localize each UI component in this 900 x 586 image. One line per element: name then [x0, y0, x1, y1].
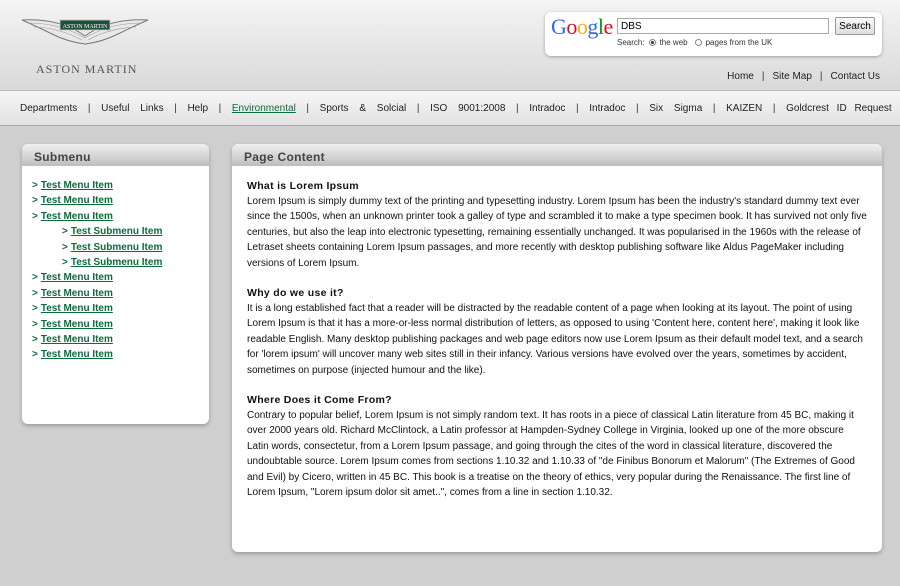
- nav-item-environmental[interactable]: Environmental: [231, 102, 296, 114]
- arrow-icon: >: [32, 318, 38, 330]
- arrow-icon: >: [32, 210, 38, 222]
- separator: |: [87, 102, 91, 114]
- search-options: [617, 38, 772, 47]
- menu-item-link[interactable]: Test Menu Item: [40, 303, 113, 315]
- separator: |: [761, 71, 765, 82]
- menu-item-link[interactable]: Test Menu Item: [40, 318, 113, 330]
- list-item: [32, 193, 209, 208]
- submenu-panel: [22, 144, 209, 424]
- list-item: [32, 332, 209, 347]
- top-link-home[interactable]: Home: [727, 71, 754, 82]
- menu-item-link[interactable]: Test Menu Item: [40, 195, 113, 207]
- separator: |: [416, 102, 420, 114]
- menu-item-link[interactable]: Test Menu Item: [40, 349, 113, 361]
- arrow-icon: >: [62, 256, 68, 268]
- list-item: [32, 270, 209, 285]
- arrow-icon: >: [32, 349, 38, 361]
- separator: |: [772, 102, 776, 114]
- list-item: [32, 286, 209, 301]
- nav-item-goldcrest-id-request[interactable]: Goldcrest ID Request: [786, 102, 892, 114]
- top-links: [727, 71, 880, 82]
- submenu-item-link[interactable]: Test Submenu Item: [70, 241, 163, 253]
- arrow-icon: >: [32, 287, 38, 299]
- menu-item-link[interactable]: Test Menu Item: [40, 287, 113, 299]
- list-item: [32, 240, 209, 255]
- submenu-item-link[interactable]: Test Submenu Item: [70, 226, 163, 238]
- list-item: [32, 255, 209, 270]
- section-text: It is a long established fact that a reader will be distracted by the readable content of a page when looking at its layout. The point of using Lorem Ipsum is that it has a more-or-less normal distribution of letters, as opposed to using 'Content here, content here', making it look like readable English. Many desktop publishing packages and web page editors now use Lorem Ipsum as their default model text, and a search for 'lorem ipsum' will uncover many web sites still in their infancy. Various versions have evolved over the years, sometimes by accident, sometimes on purpose (injected humour and the like).: [247, 303, 863, 376]
- menu-item-link[interactable]: Test Menu Item: [40, 272, 113, 284]
- list-item: [32, 209, 209, 224]
- list-item: [32, 301, 209, 316]
- arrow-icon: >: [32, 195, 38, 207]
- separator: |: [306, 102, 310, 114]
- nav-item-departments[interactable]: Departments: [20, 102, 78, 114]
- separator: |: [218, 102, 222, 114]
- page-content-body: [232, 166, 882, 501]
- nav-item-kaizen[interactable]: KAIZEN: [726, 102, 763, 114]
- page-content-panel: [232, 144, 882, 552]
- radio-the-web-label: the web: [659, 38, 688, 47]
- search-button[interactable]: Search: [835, 17, 875, 35]
- site-header: [0, 0, 900, 90]
- nav-item-iso[interactable]: ISO 9001:2008: [430, 102, 506, 114]
- section-text: Lorem Ipsum is simply dummy text of the printing and typesetting industry. Lorem Ipsum has been the industry's standard dummy text ever since the 1500s, when an unknown printer took a galley of type and scrambled it to make a type specimen book. It has survived not only five centuries, but also the leap into electronic typesetting, remaining essentially unchanged. It was popularised in the 1960s with the release of Letraset sheets containing Lorem Ipsum passages, and more recently with desktop publishing software like Aldus PageMaker including versions of Lorem Ipsum.: [247, 196, 867, 269]
- search-options-label: Search:: [617, 38, 645, 47]
- section-heading: What is Lorem Ipsum: [247, 180, 359, 192]
- arrow-icon: >: [32, 272, 38, 284]
- top-link-contact-us[interactable]: Contact Us: [830, 71, 880, 82]
- brand-name: ASTON MARTIN: [36, 62, 138, 76]
- submenu-list: [22, 166, 209, 363]
- list-item: [32, 178, 209, 193]
- arrow-icon: >: [62, 241, 68, 253]
- separator: |: [576, 102, 579, 114]
- submenu-item-link[interactable]: Test Submenu Item: [70, 256, 163, 268]
- search-input[interactable]: [617, 18, 829, 34]
- list-item: [32, 317, 209, 332]
- menu-item-link[interactable]: Test Menu Item: [40, 210, 113, 222]
- arrow-icon: >: [62, 226, 68, 238]
- nav-item-intradoc-1[interactable]: Intradoc: [529, 102, 566, 114]
- submenu-title: Submenu: [22, 144, 209, 166]
- nav-item-help[interactable]: Help: [187, 102, 209, 114]
- radio-the-web[interactable]: [649, 39, 656, 46]
- list-item: [32, 224, 209, 239]
- google-logo: Google: [551, 14, 613, 39]
- separator: |: [174, 102, 177, 114]
- arrow-icon: >: [32, 303, 38, 315]
- radio-pages-uk[interactable]: [695, 39, 702, 46]
- arrow-icon: >: [32, 333, 38, 345]
- logo-badge-text: ASTON MARTIN: [62, 24, 108, 30]
- nav-item-six-sigma[interactable]: Six Sigma: [649, 102, 703, 114]
- main-nav: [0, 90, 900, 126]
- arrow-icon: >: [32, 180, 38, 191]
- separator: |: [636, 102, 639, 114]
- section-text: Contrary to popular belief, Lorem Ipsum is not simply random text. It has roots in a piece of classical Latin literature from 45 BC, making it over 2000 years old. Richard McClintock, a Latin professor at Hampden-Sydney College in Virginia, looked up one of the more obscure Latin words, consectetur, from a Lorem Ipsum passage, and going through the cites of the word in classical literature, discovered the undoubtable source. Lorem Ipsum comes from sections 1.10.32 and 1.10.33 of "de Finibus Bonorum et Malorum" (The Extremes of Good and Evil) by Cicero, written in 45 BC. This book is a treatise on the theory of ethics, very popular during the Renaissance. The first line of Lorem Ipsum, "Lorem ipsum dolor sit amet..", comes from a line in section 1.10.32.: [247, 410, 855, 499]
- section-heading: Where Does it Come From?: [247, 394, 392, 407]
- top-link-site-map[interactable]: Site Map: [772, 71, 812, 82]
- menu-item-link[interactable]: Test Menu Item: [40, 180, 113, 191]
- nav-item-sports-social[interactable]: Sports & Solcial: [319, 102, 407, 114]
- menu-item-link[interactable]: Test Menu Item: [40, 333, 113, 345]
- radio-pages-uk-label: pages from the UK: [705, 38, 773, 47]
- nav-item-useful-links[interactable]: Useful Links: [101, 102, 164, 114]
- list-item: [32, 347, 209, 362]
- separator: |: [819, 71, 823, 82]
- page-content-title: Page Content: [232, 144, 882, 166]
- section-heading: Why do we use it?: [247, 287, 344, 300]
- separator: |: [712, 102, 716, 114]
- separator: |: [516, 102, 519, 114]
- google-search-box: [545, 12, 882, 56]
- nav-item-intradoc-2[interactable]: Intradoc: [589, 102, 626, 114]
